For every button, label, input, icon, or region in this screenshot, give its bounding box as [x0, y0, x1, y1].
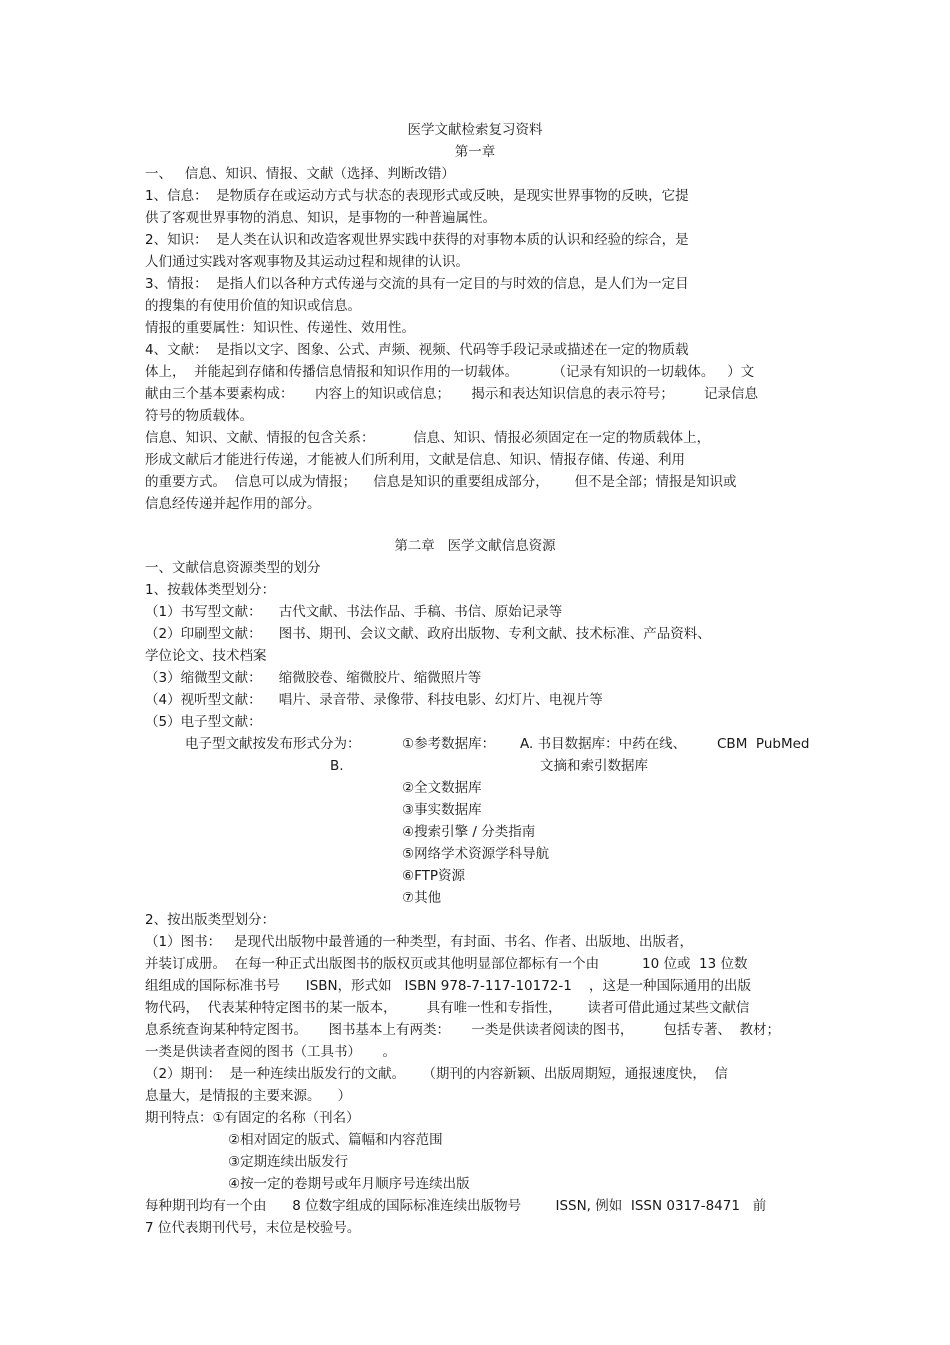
e-doc-cbm: CBM PubMed: [717, 736, 810, 752]
paragraph-line: 并装订成册。 在每一种正式出版图书的版权页或其他明显部位都标有一个由 10 位或 13 位数: [145, 956, 748, 972]
e-doc-item: ⑥FTP资源: [402, 868, 466, 884]
e-doc-item: ⑦其他: [402, 890, 442, 906]
list-item: （3）缩微型文献： 缩微胶卷、缩微胶片、缩微照片等: [145, 670, 482, 686]
list-item: （4）视听型文献： 唱片、录音带、录像带、科技电影、幻灯片、电视片等: [145, 692, 603, 708]
list-item: （5）电子型文献：: [145, 714, 262, 730]
e-doc-b: B.: [330, 758, 344, 774]
paragraph-line: 的搜集的有使用价值的知识或信息。: [145, 298, 361, 314]
chapter-2-heading: 第二章 医学文献信息资源: [394, 538, 556, 554]
e-doc-a: A. 书目数据库：中药在线、: [520, 736, 687, 752]
paragraph-line: 3、情报： 是指人们以各种方式传递与交流的具有一定目的与时效的信息，是人们为一定目: [145, 276, 689, 292]
paragraph-line: 4、文献： 是指以文字、图象、公式、声频、视频、代码等手段记录或描述在一定的物质载: [145, 342, 689, 358]
subsection-heading: 1、按载体类型划分：: [145, 582, 276, 598]
subsection-heading: 2、按出版类型划分：: [145, 912, 276, 928]
paragraph-line: 人们通过实践对客观事物及其运动过程和规律的认识。: [145, 254, 469, 270]
list-item: 学位论文、技术档案: [145, 648, 267, 664]
paragraph-line: 信息经传递并起作用的部分。: [145, 496, 321, 512]
document-title: 医学文献检索复习资料: [407, 122, 543, 138]
paragraph-line: 献由三个基本要素构成： 内容上的知识或信息； 揭示和表达知识信息的表示符号； 记录信息: [145, 386, 758, 402]
e-doc-lead: 电子型文献按发布形式分为：: [185, 736, 361, 752]
list-item: （1）书写型文献： 古代文献、书法作品、手稿、书信、原始记录等: [145, 604, 563, 620]
paragraph-line: 的重要方式。 信息可以成为情报； 信息是知识的重要组成部分， 但不是全部；情报是知识或: [145, 474, 737, 490]
paragraph-line: 情报的重要属性：知识性、传递性、效用性。: [145, 320, 415, 336]
e-doc-item: ④搜索引擎 / 分类指南: [402, 824, 536, 840]
paragraph-line: 期刊特点：①有固定的名称（刊名）: [145, 1110, 360, 1126]
paragraph-line: 形成文献后才能进行传递，才能被人们所利用，文献是信息、知识、情报存储、传递、利用: [145, 452, 685, 468]
paragraph-line: 符号的物质载体。: [145, 408, 253, 424]
list-item: ②相对固定的版式、篇幅和内容范围: [228, 1132, 443, 1148]
paragraph-line: （2）期刊： 是一种连续出版发行的文献。 （期刊的内容新颖、出版周期短，通报速度快， 信: [145, 1066, 728, 1082]
paragraph-line: 2、知识： 是人类在认识和改造客观世界实践中获得的对事物本质的认识和经验的综合，是: [145, 232, 689, 248]
section-heading: 一、 信息、知识、情报、文献（选择、判断改错）: [145, 166, 455, 182]
list-item: ④按一定的卷期号或年月顺序号连续出版: [228, 1176, 470, 1192]
e-doc-item: ③事实数据库: [402, 802, 482, 818]
paragraph-line: （1）图书： 是现代出版物中最普通的一种类型，有封面、书名、作者、出版地、出版者，: [145, 934, 693, 950]
paragraph-line: 7 位代表期刊代号，末位是校验号。: [145, 1220, 361, 1236]
paragraph-line: 息量大，是情报的主要来源。 ）: [145, 1088, 352, 1104]
paragraph-line: 组组成的国际标准书号 ISBN，形式如 ISBN 978-7-117-10172-1 ，这是一种国际通用的出版: [145, 978, 752, 994]
e-doc-item: ②全文数据库: [402, 780, 482, 796]
e-doc-db1: ①参考数据库：: [402, 736, 496, 752]
section-heading: 一、文献信息资源类型的划分: [145, 560, 321, 576]
paragraph-line: 物代码， 代表某种特定图书的某一版本， 具有唯一性和专指性， 读者可借此通过某些文献信: [145, 1000, 750, 1016]
paragraph-line: 供了客观世界事物的消息、知识，是事物的一种普遍属性。: [145, 210, 496, 226]
list-item: ③定期连续出版发行: [228, 1154, 349, 1170]
paragraph-line: 一类是供读者查阅的图书（工具书） 。: [145, 1044, 396, 1060]
paragraph-line: 体上， 并能起到存储和传播信息情报和知识作用的一切载体。 （记录有知识的一切载体。 ）文: [145, 364, 755, 380]
list-item: （2）印刷型文献： 图书、期刊、会议文献、政府出版物、专利文献、技术标准、产品资料、: [145, 626, 711, 642]
e-doc-item: ⑤网络学术资源学科导航: [402, 846, 550, 862]
paragraph-line: 1、信息： 是物质存在或运动方式与状态的表现形式或反映，是现实世界事物的反映，它提: [145, 188, 689, 204]
chapter-1-heading: 第一章: [454, 144, 496, 160]
paragraph-line: 信息、知识、文献、情报的包含关系： 信息、知识、情报必须固定在一定的物质载体上，: [145, 430, 711, 446]
e-doc-b-text: 文摘和索引数据库: [540, 758, 648, 774]
paragraph-line: 息系统查询某种特定图书。 图书基本上有两类： 一类是供读者阅读的图书， 包括专著、 教材；: [145, 1022, 781, 1038]
paragraph-line: 每种期刊均有一个由 8 位数字组成的国际标准连续出版物号 ISSN, 例如 ISSN 0317-8471 前: [145, 1198, 767, 1214]
